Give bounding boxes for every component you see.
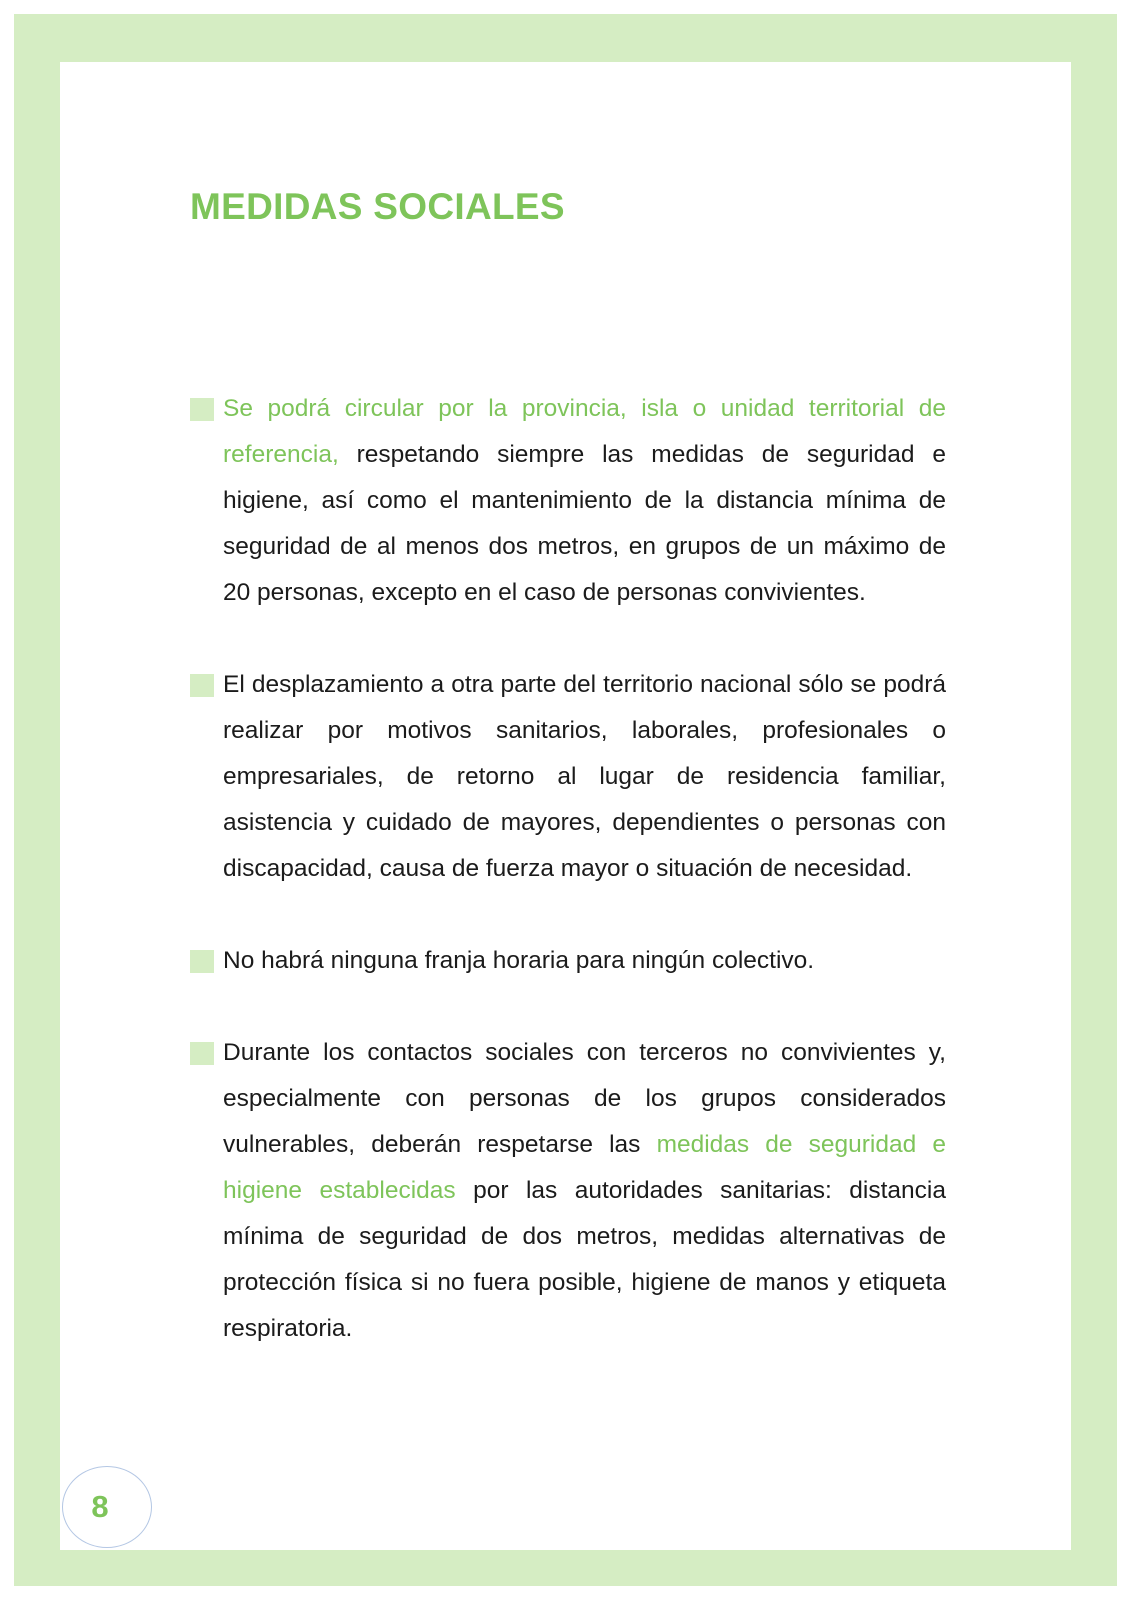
square-bullet-icon [190,1042,214,1065]
item-text-segment: Durante los contactos sociales con terceros no convivientes y, especialmente con personas de los grupos considerados vulnerables, deberán respetarse las [223,1039,946,1158]
item-text-segment: respetando siempre las medidas de seguridad e higiene, así como el mantenimiento de la distancia mínima de seguridad de al menos dos metros, en grupos de un máximo de 20 personas, excepto en el caso de personas convivientes. [223,441,946,606]
square-bullet-icon [190,398,214,421]
item-text-segment: El desplazamiento a otra parte del territorio nacional sólo se podrá realizar por motivos sanitarios, laborales, profesionales o empresariales, de retorno al lugar de residencia familiar, asistencia y cuidado de mayores, dependientes o personas con discapacidad, causa de fuerza mayor o situación de necesidad. [223,671,946,882]
list-item [190,662,946,892]
measures-list [190,386,946,1398]
list-item [190,1030,946,1352]
square-bullet-icon [190,674,214,697]
item-text-segment: por las autoridades sanitarias: distancia mínima de seguridad de dos metros, medidas alternativas de protección física si no fuera posible, higiene de manos y etiqueta respiratoria. [223,1177,946,1342]
page-number: 8 [91,1489,109,1524]
item-text [223,386,946,616]
item-text [223,938,946,984]
item-text [223,662,946,892]
page-title: MEDIDAS SOCIALES [190,186,565,227]
square-bullet-icon [190,950,214,973]
item-text-highlight: Se podrá circular por la provincia, isla o unidad territorial de referencia, [223,395,946,468]
item-text-highlight: medidas de seguridad e higiene establecidas [223,1131,946,1204]
item-text-segment: No habrá ninguna franja horaria para ningún colectivo. [223,947,815,974]
list-item [190,938,946,984]
item-text [223,1030,946,1352]
page-number-badge [62,1466,152,1548]
list-item [190,386,946,616]
